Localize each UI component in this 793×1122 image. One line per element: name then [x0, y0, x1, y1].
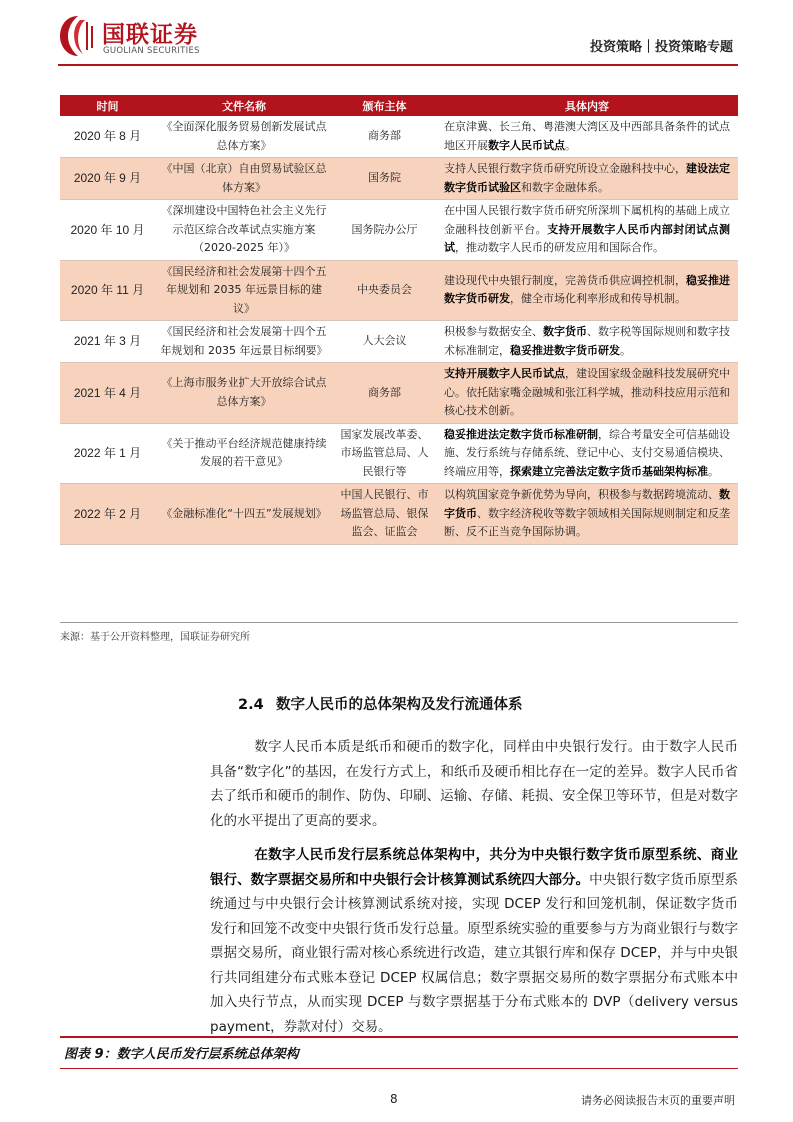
cell-document: 《深圳建设中国特色社会主义先行示范区综合改革试点实施方案（2020-2025 年）》 — [155, 200, 333, 261]
content-emphasis: 稳妥推进法定数字货币标准研制 — [444, 427, 598, 441]
cell-document: 《国民经济和社会发展第十四个五年规划和 2035 年远景目标纲要》 — [155, 321, 333, 363]
content-text: ，建设国家级金融科技发展研究中心。依托陆家嘴金融城和张江科学城，推动科技应用示范和核心技术创新。 — [444, 367, 730, 417]
cell-issuer: 商务部 — [333, 363, 436, 424]
content-emphasis: 建设法定数字货币试验区 — [444, 162, 730, 194]
page-header — [0, 0, 793, 70]
table-row — [60, 423, 738, 484]
content-text: 建设现代中央银行制度，完善货币供应调控机制， — [444, 273, 686, 287]
cell-time: 2021 年 3 月 — [60, 321, 155, 363]
paragraph-1-text: 数字人民币本质是纸币和硬币的数字化，同样由中央银行发行。由于数字人民币具备“数字化”的基因，在发行方式上，和纸币及硬币相比存在一定的差异。数字人民币省去了纸币和硬币的制作、防伪、印刷、运输、存储、耗损、安全保卫等环节，但是对数字化的水平提出了更高的要求。 — [210, 739, 738, 829]
cell-content — [436, 116, 738, 158]
cell-issuer: 人大会议 — [333, 321, 436, 363]
table-row — [60, 321, 738, 363]
cell-content — [436, 200, 738, 261]
cell-issuer: 中央委员会 — [333, 260, 436, 321]
content-emphasis: 数字货币 — [444, 488, 730, 520]
table-header-row — [60, 95, 738, 116]
cell-time: 2021 年 4 月 — [60, 363, 155, 424]
content-text: ，推动数字人民币的研发应用和国际合作。 — [455, 241, 664, 254]
table-row — [60, 158, 738, 200]
body-paragraph-2 — [210, 843, 738, 1039]
cell-content — [436, 423, 738, 484]
table-row — [60, 200, 738, 261]
cell-issuer: 国务院办公厅 — [333, 200, 436, 261]
body-paragraph-1 — [210, 735, 738, 833]
cell-content — [436, 158, 738, 200]
cell-time: 2020 年 11 月 — [60, 260, 155, 321]
header-divider — [58, 64, 738, 66]
table-row — [60, 484, 738, 545]
content-text: 。 — [565, 138, 576, 152]
content-emphasis: 数字货币 — [543, 325, 587, 338]
cell-document: 《金融标准化“十四五”发展规划》 — [155, 484, 333, 545]
cell-time: 2020 年 8 月 — [60, 116, 155, 158]
figure-title-text: 图表 9：数字人民币发行层系统总体架构 — [64, 1047, 299, 1062]
cell-document: 《国民经济和社会发展第十四个五年规划和 2035 年远景目标的建议》 — [155, 260, 333, 321]
table-source: 来源：基于公开资料整理，国联证券研究所 — [60, 632, 250, 643]
cell-content — [436, 321, 738, 363]
content-text: ，综合考量安全可信基础设施、发行系统与存储系统、登记中心、支付交易通信模块、终端应用等， — [444, 427, 730, 478]
cell-content — [436, 260, 738, 321]
cell-content — [436, 484, 738, 545]
content-text: 。 — [620, 343, 631, 357]
table-row — [60, 363, 738, 424]
cell-document: 《中国（北京）自由贸易试验区总体方案》 — [155, 158, 333, 200]
column-header-issuer: 颁布主体 — [333, 95, 436, 116]
cell-issuer: 中国人民银行、市场监管总局、银保监会、证监会 — [333, 484, 436, 545]
table-row — [60, 116, 738, 158]
logo-chinese-text: 国联证券 — [102, 22, 198, 48]
cell-time: 2022 年 2 月 — [60, 484, 155, 545]
section-title-text: 数字人民币的总体架构及发行流通体系 — [276, 697, 523, 713]
content-text: 和数字金融体系。 — [521, 180, 609, 194]
content-emphasis: 探索建立完善法定数字货币基础架构标准 — [510, 464, 708, 478]
column-header-time: 时间 — [60, 95, 155, 116]
page-number: 8 — [390, 1092, 398, 1106]
content-emphasis: 数字人民币试点 — [488, 138, 565, 152]
cell-document: 《关于推动平台经济规范健康持续发展的若干意见》 — [155, 423, 333, 484]
logo-english-text: GUOLIAN SECURITIES — [103, 46, 200, 56]
cell-time: 2020 年 10 月 — [60, 200, 155, 261]
content-text: ，健全市场化利率形成和传导机制。 — [510, 292, 686, 306]
paragraph-2-bold-text: 在数字人民币发行层系统总体架构中，共分为中央银行数字货币原型系统、商业银行、数字票据交易所和中央银行会计核算测试系统四大部分。 — [210, 847, 738, 888]
policy-table — [60, 95, 738, 545]
section-number: 2.4 — [238, 697, 264, 713]
cell-issuer: 国务院 — [333, 158, 436, 200]
content-text: 积极参与数据安全、 — [444, 325, 543, 338]
column-header-content: 具体内容 — [436, 95, 738, 116]
logo-mark-icon — [58, 14, 98, 58]
figure-caption — [60, 1036, 738, 1069]
content-text: 。 — [708, 464, 719, 478]
report-type: 投资策略｜投资策略专题 — [589, 40, 733, 55]
cell-time: 2022 年 1 月 — [60, 423, 155, 484]
company-logo — [58, 14, 208, 64]
content-emphasis: 支持开展数字人民币试点 — [444, 367, 565, 380]
content-text: 、数字税等国际规则和数字技术标准制定， — [444, 325, 730, 357]
source-divider — [60, 622, 738, 623]
table-body — [60, 116, 738, 544]
section-heading — [238, 693, 523, 714]
paragraph-2-text: 中央银行数字货币原型系统通过与中央银行会计核算测试系统对接，实现 DCEP 发行和回笼机制，保证数字货币发行和回笼不改变中央银行货币发行总量。原型系统实验的重要参与方为商业银行与数字票据交易所，商业银行需对核心系统进行改造，建立其银行库和保存 DCEP，并与中央银行共同组建分布式账本登记 DCEP 权属信息；数字票据交易所的数字票据分布式账本中加入央行节点，从而实现 DCEP 与数字票据基于分布式账本的 DVP（delivery versus payment，券款对付）交易。 — [210, 871, 739, 1035]
cell-issuer: 商务部 — [333, 116, 436, 158]
content-text: 在中国人民银行数字货币研究所深圳下属机构的基础上成立金融科技创新平台。 — [444, 204, 730, 236]
cell-time: 2020 年 9 月 — [60, 158, 155, 200]
column-header-doc: 文件名称 — [155, 95, 333, 116]
content-text: 、数字经济税收等数字领域相关国际规则制定和反垄断、反不正当竞争国际协调。 — [444, 506, 730, 538]
content-text: 支持人民银行数字货币研究所设立金融科技中心， — [444, 162, 686, 175]
cell-document: 《上海市服务业扩大开放综合试点总体方案》 — [155, 363, 333, 424]
content-text: 以构筑国家竞争新优势为导向，积极参与数据跨境流动、 — [444, 488, 719, 501]
cell-document: 《全面深化服务贸易创新发展试点总体方案》 — [155, 116, 333, 158]
table-row — [60, 260, 738, 321]
content-emphasis: 稳妥推进数字货币研发 — [444, 273, 730, 306]
cell-content — [436, 363, 738, 424]
content-emphasis: 稳妥推进数字货币研发 — [510, 343, 620, 357]
cell-issuer: 国家发展改革委、市场监管总局、人民银行等 — [333, 423, 436, 484]
disclaimer-note: 请务必阅读报告末页的重要声明 — [581, 1094, 735, 1107]
content-text: 在京津冀、长三角、粤港澳大湾区及中西部具备条件的试点地区开展 — [444, 120, 730, 152]
content-emphasis: 支持开展数字人民币内部封闭试点测试 — [444, 222, 730, 254]
